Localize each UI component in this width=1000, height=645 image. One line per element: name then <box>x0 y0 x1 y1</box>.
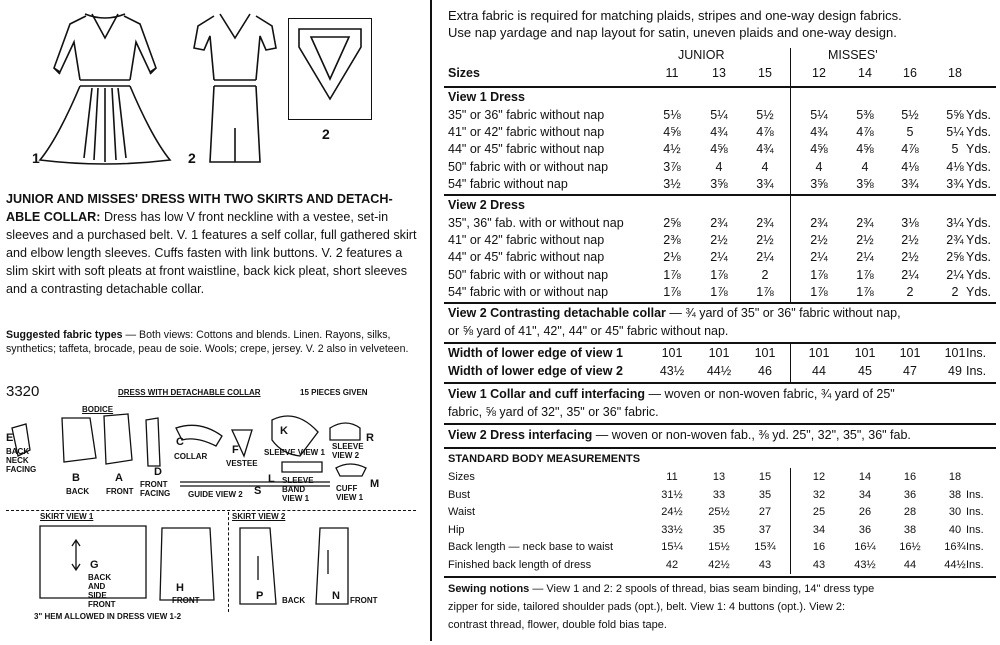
skirt-view2-label: SKIRT VIEW 2 <box>232 512 286 521</box>
view2-row-cell: 2¾ <box>946 233 964 248</box>
view1-row-cell: 4 <box>815 159 823 174</box>
view2-row-cell: 1⅞ <box>810 284 828 299</box>
width-row-unit: Ins. <box>966 363 987 378</box>
piece-g-letter: G <box>90 559 99 571</box>
view1-row-unit: Yds. <box>966 159 992 174</box>
view2-row-unit: Yds. <box>966 216 992 230</box>
rule-interfacing2 <box>444 423 996 425</box>
view2-row-unit: Yds. <box>966 267 992 282</box>
junior-misses-divider <box>790 48 791 302</box>
view2-row-cell: 2⅜ <box>663 233 681 248</box>
interfacing1-line-1 <box>448 387 895 401</box>
yardage-chart <box>430 0 1000 645</box>
view1-row-cell: 3¾ <box>756 176 774 191</box>
view2-row-cell: 2¼ <box>756 250 774 265</box>
view1-row-label: 54" fabric without nap <box>448 176 568 191</box>
measure-row-unit: Ins. <box>966 541 984 554</box>
measure-row-cell: 30 <box>948 506 962 519</box>
view2-row-label: 35", 36" fab. with or without nap <box>448 216 624 230</box>
piece-d-letter: D <box>154 466 162 478</box>
collar-text-1: — ¾ yard of 35" or 36" fabric without nap, <box>665 306 901 320</box>
piece-m-letter: M <box>370 478 380 490</box>
notions-line-2: zipper for side, tailored shoulder pads (opt.), belt. View 1: 4 buttons (opt.). View 2: <box>448 601 846 613</box>
measure-row-cell: 16 <box>812 541 826 554</box>
measure-row-cell: 27 <box>758 506 772 519</box>
view2-row-unit: Yds. <box>966 233 992 248</box>
width-row-cell: 46 <box>758 363 772 378</box>
view2-row-cell: 2½ <box>901 233 919 248</box>
measure-row-cell: 15½ <box>708 541 730 554</box>
piece-h-label: FRONT <box>172 596 200 605</box>
piece-a-letter: A <box>115 472 123 484</box>
measure-row-unit: Ins. <box>966 523 984 536</box>
piece-c-label: COLLAR <box>174 452 208 461</box>
intro-line-2: Use nap yardage and nap layout for satin, uneven plaids and one-way design. <box>448 25 897 40</box>
piece-a-label: FRONT <box>106 487 134 496</box>
measure-row-unit: Ins. <box>966 506 984 519</box>
view2-row-cell: 2½ <box>810 233 828 248</box>
view1-row-unit: Yds. <box>966 108 992 122</box>
view2-row-cell: 2¾ <box>810 216 828 230</box>
view1-row-cell: 3⅝ <box>856 176 874 191</box>
interfacing1-heading: View 1 Collar and cuff interfacing <box>448 387 646 401</box>
view2-row-cell: 1⅞ <box>856 267 874 282</box>
measure-row-cell: 16¾ <box>944 541 966 554</box>
measure-row-cell: 40 <box>948 523 962 536</box>
rule-top <box>444 86 996 88</box>
measure-row-label: Waist <box>448 506 476 519</box>
size-header-cell: 18 <box>948 66 962 80</box>
measure-row-cell: 34 <box>812 523 826 536</box>
view2-row-label: 54" fabric with or without nap <box>448 284 609 299</box>
view1-row-cell: 4⅛ <box>901 159 919 174</box>
measure-row-cell: 12 <box>812 471 826 483</box>
view2-row-cell: 1⅞ <box>756 284 774 299</box>
piece-s-label: GUIDE VIEW 2 <box>188 490 243 499</box>
view2-row-cell: 2¼ <box>710 250 728 265</box>
piece-r-letter: R <box>366 432 374 444</box>
view1-row-cell: 3¾ <box>901 176 919 191</box>
measure-row-cell: 14 <box>858 471 872 483</box>
measure-row-cell: 43 <box>812 559 826 571</box>
width-row-cell: 101 <box>944 346 966 360</box>
width-row-cell: 47 <box>903 363 917 378</box>
measure-row-label: Bust <box>448 488 471 501</box>
measure-row-cell: 26 <box>858 506 872 519</box>
piece-k-letter: K <box>280 425 288 437</box>
width-row-cell: 43½ <box>659 363 685 378</box>
measure-row-cell: 34 <box>858 488 872 501</box>
view2-row-label: 44" or 45" fabric without nap <box>448 250 605 265</box>
measure-row-cell: 16¼ <box>854 541 876 554</box>
view1-row-cell: 3½ <box>663 176 681 191</box>
measure-row-cell: 38 <box>948 488 962 501</box>
piece-b-label: BACK <box>66 487 90 496</box>
view1-title: View 1 Dress <box>448 90 525 104</box>
view1-row-cell: 5¼ <box>810 108 828 122</box>
intro-line-1: Extra fabric is required for matching plaids, stripes and one-way design fabrics. <box>448 8 902 23</box>
view1-row-cell: 4½ <box>663 142 681 157</box>
measure-row-cell: 15¼ <box>661 541 683 554</box>
size-header-cell: 15 <box>758 66 772 80</box>
view2-row-cell: 2½ <box>901 250 919 265</box>
notions-text-1: — View 1 and 2: 2 spools of thread, bias seam binding, 14" dress type <box>529 583 875 595</box>
measure-row-cell: 15¾ <box>754 541 776 554</box>
measure-row-cell: 16½ <box>899 541 921 554</box>
measure-row-cell: 28 <box>903 506 917 519</box>
measure-row-label: Hip <box>448 523 465 536</box>
view2-row-cell: 1⅞ <box>663 284 681 299</box>
view1-row-label: 44" or 45" fabric without nap <box>448 142 605 157</box>
width-row-cell: 101 <box>754 346 776 360</box>
measure-row-cell: 33½ <box>661 523 683 536</box>
piece-s-letter: S <box>254 485 262 497</box>
measure-row-cell: 36 <box>903 488 917 501</box>
measure-row-cell: 44½ <box>944 559 966 571</box>
collar-line-2: or ⅝ yard of 41", 42", 44" or 45" fabric without nap. <box>448 324 729 338</box>
view1-row-cell: 4¾ <box>710 125 728 140</box>
rule-notions <box>444 576 996 578</box>
view2-row-cell: 2¾ <box>756 216 774 230</box>
view1-row-label: 35" or 36" fabric without nap <box>448 108 605 122</box>
view2-row-cell: 2¼ <box>810 250 828 265</box>
measure-row-cell: 32 <box>812 488 826 501</box>
piece-p-label: BACK <box>282 596 306 605</box>
piece-b-letter: B <box>72 472 80 484</box>
width-row-cell: 101 <box>661 346 683 360</box>
piece-e-letter: E <box>6 432 14 444</box>
view1-row-unit: Yds. <box>966 125 992 140</box>
view1-row-cell: 4⅝ <box>663 125 681 140</box>
notions-line-3: contrast thread, flower, double fold bias tape. <box>448 619 667 631</box>
view1-row-cell: 5⅛ <box>663 108 681 122</box>
view1-row-cell: 4 <box>715 159 723 174</box>
piece-l-label: SLEEVE BAND VIEW 1 <box>282 476 314 503</box>
view1-row-cell: 4 <box>861 159 869 174</box>
piece-c-letter: C <box>176 436 184 448</box>
view1-row-cell: 5 <box>906 125 914 140</box>
view1-row-cell: 3⅝ <box>710 176 728 191</box>
left-panel <box>0 0 420 645</box>
width-row-cell: 49 <box>948 363 962 378</box>
view1-row-cell: 4⅝ <box>856 142 874 157</box>
piece-l-letter: L <box>268 473 275 485</box>
measure-row-cell: 25½ <box>708 506 730 519</box>
measure-row-cell: 33 <box>712 488 726 501</box>
measure-row-cell: 35 <box>712 523 726 536</box>
view2-row-cell: 2 <box>906 284 914 299</box>
view1-row-label: 41" or 42" fabric without nap <box>448 125 605 140</box>
skirt-view1-label: SKIRT VIEW 1 <box>40 512 94 521</box>
piece-h-letter: H <box>176 582 184 594</box>
dress-view1-drawing <box>30 8 180 170</box>
view1-row-unit: Yds. <box>966 176 992 191</box>
pattern-description <box>6 190 418 298</box>
view2-row-label: 50" fabric with or without nap <box>448 267 609 282</box>
width-row-cell: 101 <box>708 346 730 360</box>
size-header-cell: 13 <box>712 66 726 80</box>
view1-row-cell: 3¾ <box>946 176 964 191</box>
size-header-cell: 14 <box>858 66 872 80</box>
measure-row-unit: Ins. <box>966 559 984 571</box>
fabric-types <box>6 328 418 356</box>
measure-row-label: Sizes <box>448 471 475 483</box>
piece-n-letter: N <box>332 590 340 602</box>
view2-number: 2 <box>188 150 196 166</box>
width-divider <box>790 344 791 382</box>
piece-m-label: CUFF VIEW 1 <box>336 484 364 502</box>
measure-row-cell: 31½ <box>661 488 683 501</box>
width-row-cell: 101 <box>854 346 876 360</box>
measure-row-cell: 24½ <box>661 506 683 519</box>
hem-note: 3" HEM ALLOWED IN DRESS VIEW 1-2 <box>34 612 182 621</box>
width-row-unit: Ins. <box>966 346 987 360</box>
rule-interfacing1 <box>444 382 996 384</box>
view2-row-cell: 2½ <box>710 233 728 248</box>
view2-row-cell: 1⅞ <box>810 267 828 282</box>
view1-row-cell: 5 <box>951 142 959 157</box>
width-row-cell: 44½ <box>706 363 732 378</box>
view1-row-cell: 5¼ <box>946 125 964 140</box>
view2-row-cell: 2¼ <box>901 267 919 282</box>
measure-row-cell: 13 <box>712 471 726 483</box>
rule-view2 <box>444 194 996 196</box>
view2-row-cell: 2¾ <box>710 216 728 230</box>
measure-row-cell: 44 <box>903 559 917 571</box>
piece-e-label: BACK NECK FACING <box>6 447 37 474</box>
size-header-cell: 16 <box>903 66 917 80</box>
bodice-label: BODICE <box>82 405 114 414</box>
view1-row-cell: 4⅝ <box>810 142 828 157</box>
measurements-title: STANDARD BODY MEASUREMENTS <box>448 453 641 465</box>
view2-row-cell: 2⅝ <box>946 250 964 265</box>
dress-view2-drawing <box>190 8 280 170</box>
piece-f-letter: F <box>232 444 239 456</box>
interfacing2-text: — woven or non-woven fab., ⅜ yd. 25", 32", 35", 36" fab. <box>592 428 911 442</box>
collar-line-1 <box>448 306 901 320</box>
measure-row-cell: 37 <box>758 523 772 536</box>
view2-row-cell: 2¼ <box>946 267 964 282</box>
junior-header: JUNIOR <box>678 48 725 62</box>
piece-d-label: FRONT FACING <box>140 480 171 498</box>
width-row-cell: 45 <box>858 363 872 378</box>
piece-k-label: SLEEVE VIEW 1 <box>264 448 325 457</box>
measure-row-cell: 11 <box>666 471 678 483</box>
notions-heading: Sewing notions <box>448 583 530 595</box>
view2-row-cell: 2¾ <box>856 216 874 230</box>
rule-width <box>444 342 996 344</box>
view2-row-cell: 2½ <box>856 233 874 248</box>
view1-row-cell: 4⅞ <box>756 125 774 140</box>
size-header-cell: 12 <box>812 66 826 80</box>
view2-row-cell: 2 <box>761 267 769 282</box>
view2-row-unit: Yds. <box>966 284 992 299</box>
view2-row-cell: 3⅛ <box>901 216 919 230</box>
piece-r-label: SLEEVE VIEW 2 <box>332 442 364 460</box>
view2-row-cell: 1⅞ <box>710 284 728 299</box>
measure-row-cell: 38 <box>903 523 917 536</box>
measure-row-cell: 43 <box>758 559 772 571</box>
view2-row-cell: 1⅞ <box>856 284 874 299</box>
view2-row-cell: 2⅛ <box>663 250 681 265</box>
view1-row-cell: 4⅞ <box>901 142 919 157</box>
sizes-label: Sizes <box>448 66 480 80</box>
interfacing2-heading: View 2 Dress interfacing <box>448 428 593 442</box>
measure-row-cell: 18 <box>948 471 962 483</box>
view2-collar-number: 2 <box>322 126 330 142</box>
interfacing1-line-2: fabric, ⅝ yard of 32", 35" or 36" fabric. <box>448 405 659 419</box>
view1-row-cell: 4⅞ <box>856 125 874 140</box>
collar-heading: View 2 Contrasting detachable collar <box>448 306 666 320</box>
view2-row-unit: Yds. <box>966 250 992 265</box>
width-row-label: Width of lower edge of view 2 <box>448 363 623 378</box>
view1-row-cell: 4¾ <box>810 125 828 140</box>
interfacing1-text-1: — woven or non-woven fabric, ¾ yard of 25" <box>645 387 895 401</box>
fabric-types-body: — Both views: Cottons and blends. Linen. Rayons, silks, synthetics; taffeta, brocade, peau de soie. Wools; crepe, jersey. V. 2 also in velveteen. <box>6 329 409 355</box>
description-body: Dress has low V front neckline with a vestee, set-in sleeves and a purchased belt. V. 1 features a self collar, full gathered skirt and elbow length sleeves. Cuffs fasten with link buttons. V. 2 features a slim skirt with soft pleats at front waistline, back kick pleat, short sleeves and a contrasting detachable collar. <box>6 210 417 296</box>
measure-row-cell: 43½ <box>854 559 876 571</box>
view1-row-cell: 5¼ <box>710 108 728 122</box>
measure-row-cell: 25 <box>812 506 826 519</box>
view2-row-cell: 1⅞ <box>663 267 681 282</box>
pattern-number: 3320 <box>6 383 40 400</box>
fabric-types-heading: Suggested fabric types <box>6 329 123 341</box>
view1-row-cell: 5½ <box>756 108 774 122</box>
collar-inset <box>288 18 372 120</box>
interfacing2-line <box>448 428 911 442</box>
view2-row-cell: 3¼ <box>946 216 964 230</box>
piece-g-label: BACK AND SIDE FRONT <box>88 573 116 609</box>
width-row-label: Width of lower edge of view 1 <box>448 346 623 360</box>
measure-row-cell: 42½ <box>708 559 730 571</box>
view2-row-cell: 2½ <box>756 233 774 248</box>
view1-row-label: 50" fabric with or without nap <box>448 159 609 174</box>
measure-row-cell: 42 <box>665 559 679 571</box>
view2-row-label: 41" or 42" fabric without nap <box>448 233 605 248</box>
view1-row-cell: 5½ <box>901 108 919 122</box>
view2-title: View 2 Dress <box>448 198 525 212</box>
measurements-divider <box>790 468 791 574</box>
measure-row-cell: 36 <box>858 523 872 536</box>
view2-row-cell: 2⅝ <box>663 216 681 230</box>
measure-row-cell: 16 <box>903 471 917 483</box>
width-row-cell: 101 <box>808 346 830 360</box>
view1-row-cell: 4¾ <box>756 142 774 157</box>
view2-row-cell: 2¼ <box>856 250 874 265</box>
view1-row-unit: Yds. <box>966 142 992 157</box>
piece-n-label: FRONT <box>350 596 378 605</box>
view1-row-cell: 5⅜ <box>856 108 874 122</box>
measure-row-label: Finished back length of dress <box>448 559 592 571</box>
view1-number: 1 <box>32 150 40 166</box>
size-header-cell: 11 <box>665 66 679 80</box>
measure-row-unit: Ins. <box>966 488 984 501</box>
measure-row-cell: 35 <box>758 488 772 501</box>
description-heading: JUNIOR AND MISSES' DRESS WITH TWO SKIRTS AND DETACH-ABLE COLLAR: <box>6 192 393 224</box>
width-row-cell: 44 <box>812 363 826 378</box>
measure-row-label: Back length — neck base to waist <box>448 541 614 554</box>
piece-f-label: VESTEE <box>226 459 258 468</box>
view1-row-cell: 4⅝ <box>710 142 728 157</box>
rule-collar <box>444 302 996 304</box>
view2-row-cell: 2 <box>951 284 959 299</box>
view1-row-cell: 5⅝ <box>946 108 964 122</box>
pieces-given: 15 PIECES GIVEN <box>300 388 368 397</box>
view1-row-cell: 4 <box>761 159 769 174</box>
view1-row-cell: 4⅛ <box>946 159 964 174</box>
notions-line-1 <box>448 583 874 595</box>
view1-row-cell: 3⅝ <box>810 176 828 191</box>
misses-header: MISSES' <box>828 48 878 62</box>
measure-row-cell: 15 <box>758 471 772 483</box>
piece-p-letter: P <box>256 590 264 602</box>
pattern-title: DRESS WITH DETACHABLE COLLAR <box>118 388 261 397</box>
view2-row-cell: 1⅞ <box>710 267 728 282</box>
width-row-cell: 101 <box>899 346 921 360</box>
view1-row-cell: 3⅞ <box>663 159 681 174</box>
rule-measurements <box>444 447 996 449</box>
